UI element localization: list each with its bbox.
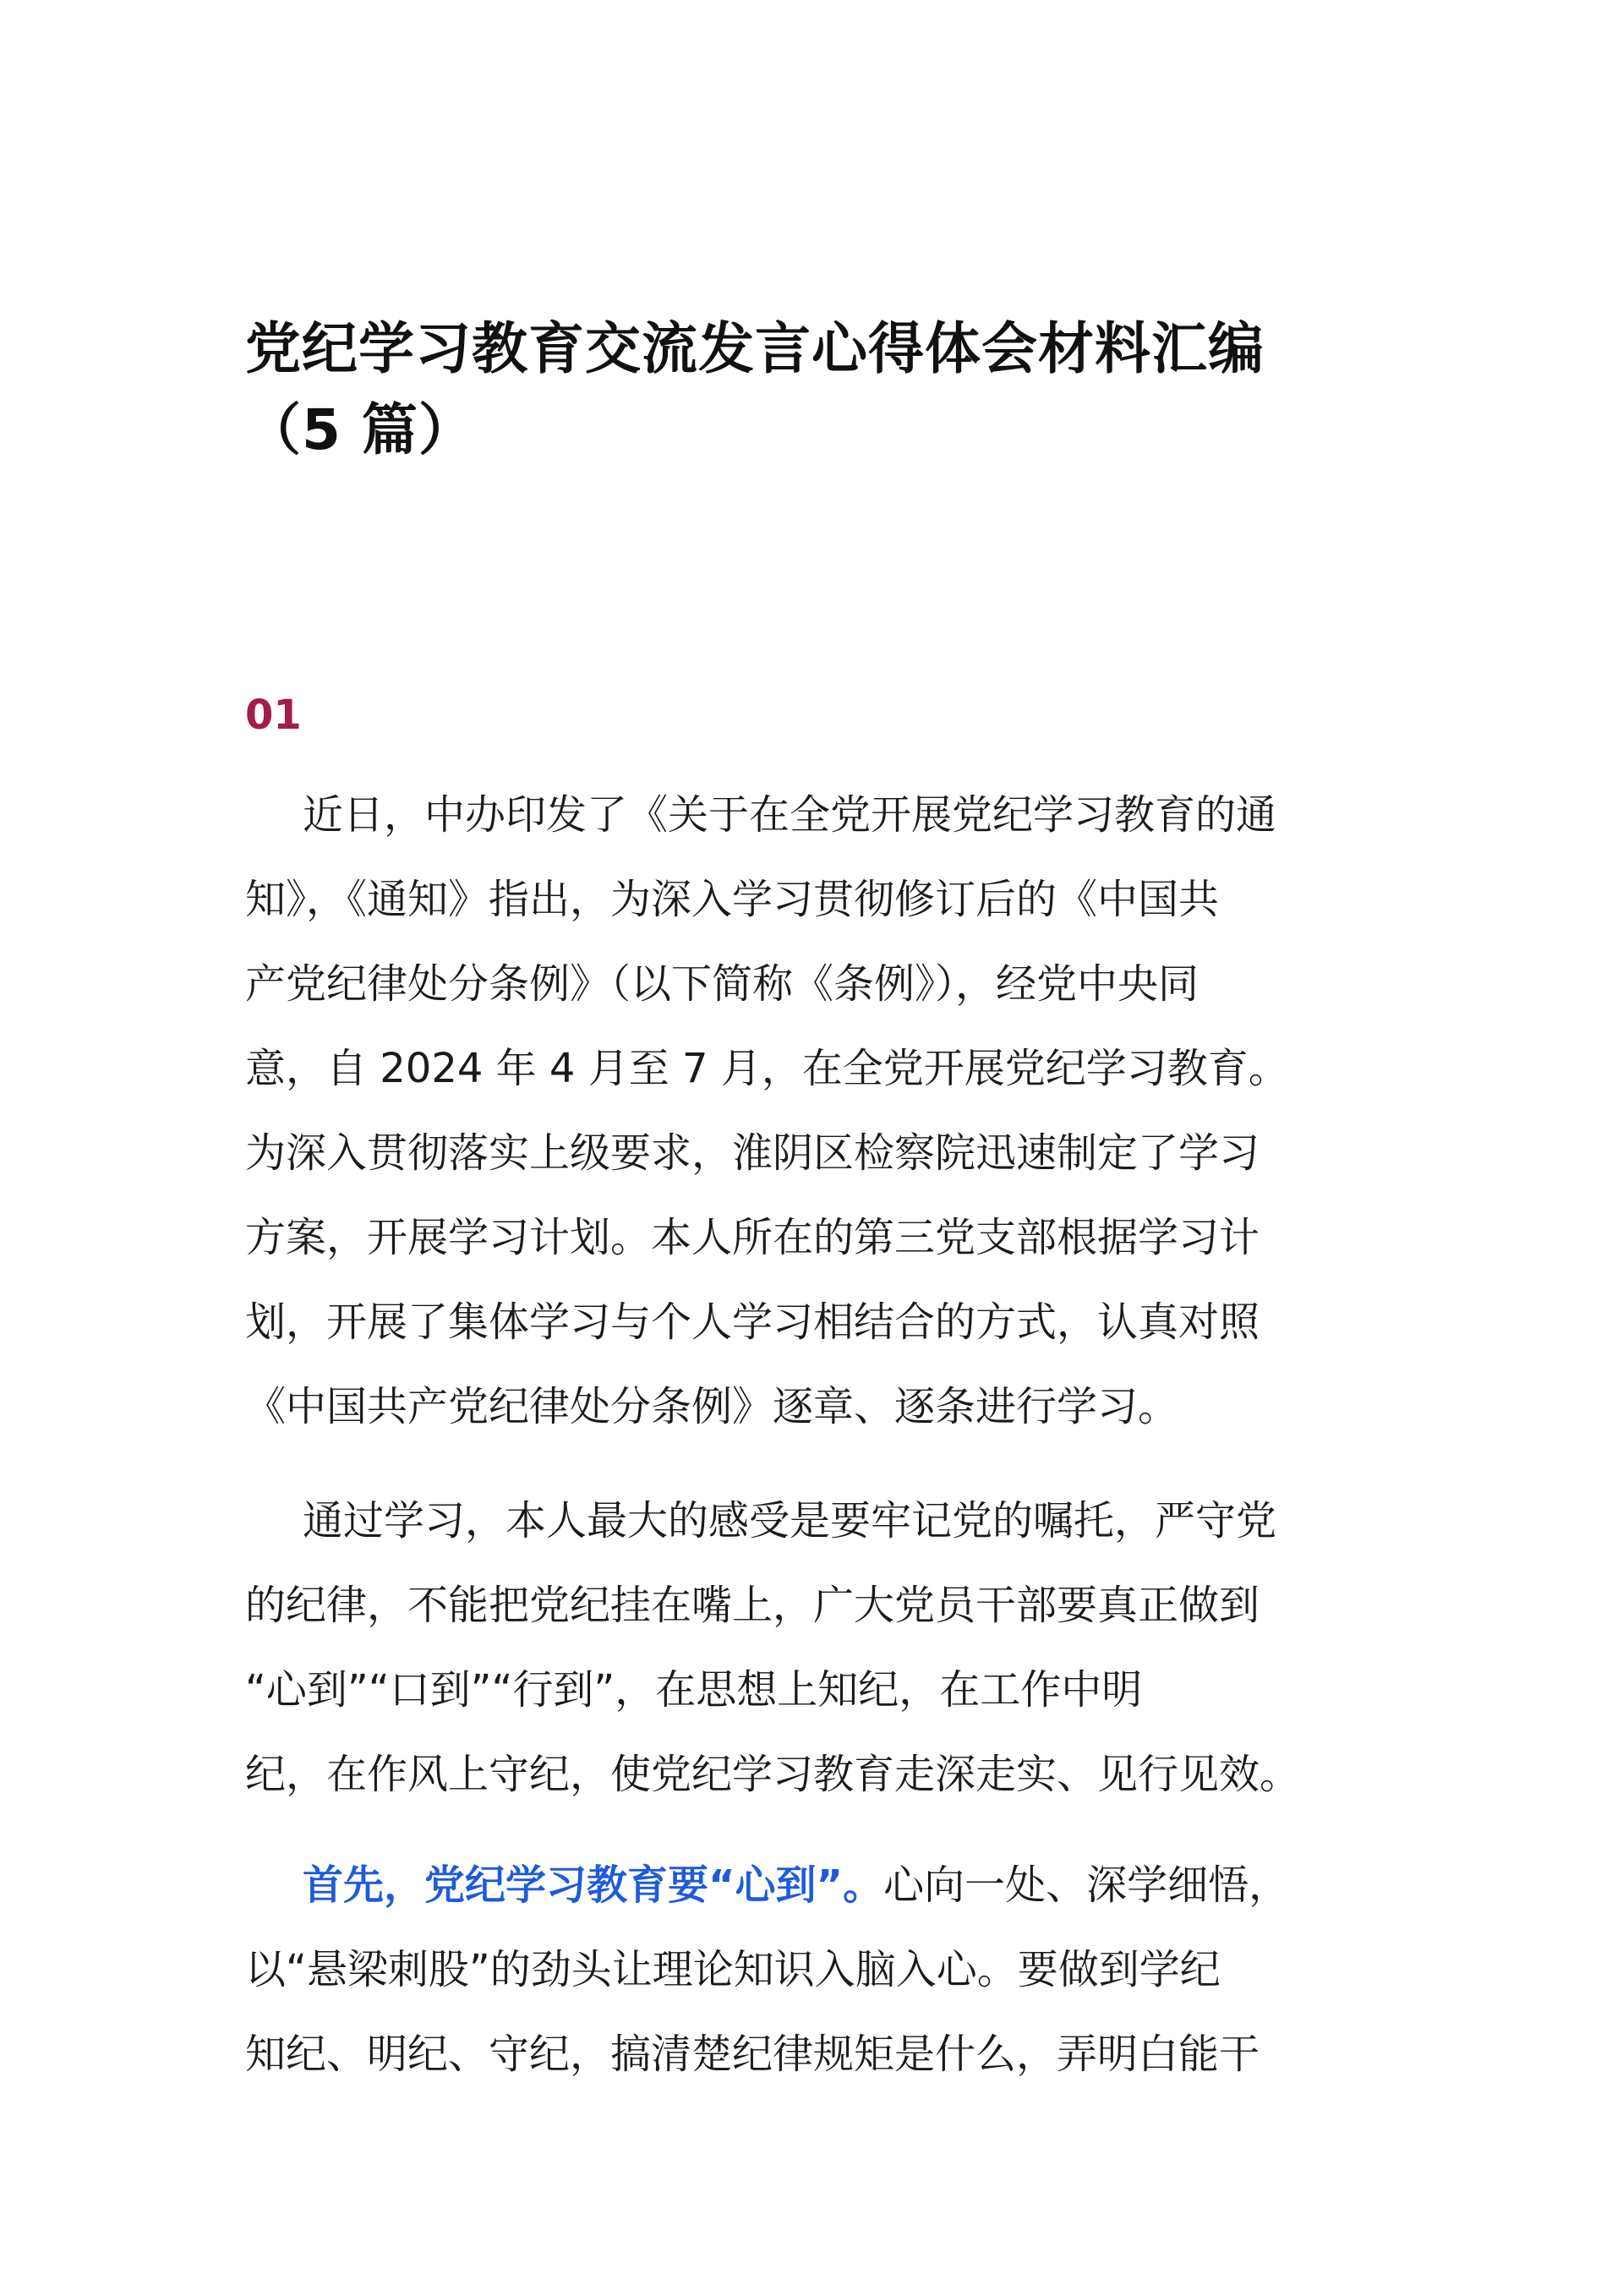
paragraph-line: 的纪律，不能把党纪挂在嘴上，广大党员干部要真正做到 <box>245 1582 1260 1629</box>
paragraph-line: 划，开展了集体学习与个人学习相结合的方式，认真对照 <box>245 1298 1260 1346</box>
paragraph-first-line <box>245 1843 1386 1927</box>
section-number: 01 <box>245 692 302 739</box>
paragraph-line: 意，自 2024 年 4 月至 7 月，在全党开展党纪学习教育。 <box>245 1045 1289 1092</box>
paragraph-line-rest: 心向一处、深学细悟， <box>883 1861 1290 1909</box>
paragraph-line: 通过学习，本人最大的感受是要牢记党的嘱托，严守党 <box>303 1497 1277 1544</box>
paragraph-line: 产党纪律处分条例》（以下简称《条例》），经党中央同 <box>245 960 1199 1008</box>
paragraph-3 <box>245 1843 1386 2096</box>
paragraph-line: 近日，中办印发了《关于在全党开展党纪学习教育的通 <box>303 791 1277 839</box>
paragraph-line: 为深入贯彻落实上级要求，淮阴区检察院迅速制定了学习 <box>245 1129 1260 1177</box>
paragraph-line: 知纪、明纪、守纪，搞清楚纪律规矩是什么，弄明白能干 <box>245 2031 1260 2078</box>
document-title <box>245 309 1386 471</box>
title-line-2: （5 篇） <box>245 397 475 462</box>
paragraph-line: 知》，《通知》指出，为深入学习贯彻修订后的《中国共 <box>245 876 1220 923</box>
paragraph-line: 方案，开展学习计划。本人所在的第三党支部根据学习计 <box>245 1214 1260 1261</box>
highlight-heading: 首先，党纪学习教育要“心到”。 <box>303 1861 884 1909</box>
paragraph-2 <box>245 1479 1386 1817</box>
paragraph-line: 以“悬梁刺股”的劲头让理论知识入脑入心。要做到学纪 <box>245 1946 1221 1993</box>
paragraph-line: 《中国共产党纪律处分条例》逐章、逐条进行学习。 <box>245 1383 1179 1430</box>
paragraph-line: “心到”“口到”“行到”，在思想上知纪，在工作中明 <box>245 1666 1143 1714</box>
paragraph-1 <box>245 773 1386 1449</box>
paragraph-line: 纪，在作风上守纪，使党纪学习教育走深走实、见行见效。 <box>245 1751 1301 1798</box>
title-line-1: 党纪学习教育交流发言心得体会材料汇编 <box>245 316 1265 381</box>
